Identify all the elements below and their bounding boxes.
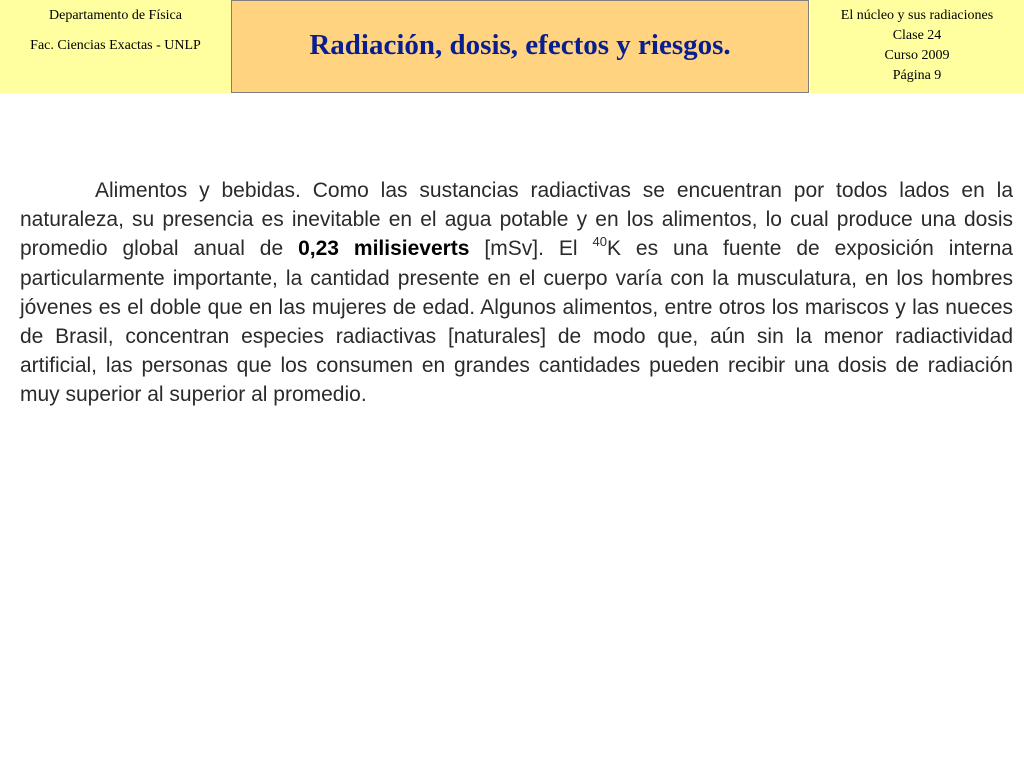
department-label: Departamento de Física bbox=[49, 8, 182, 23]
body-paragraph bbox=[20, 176, 1013, 410]
header-title-panel bbox=[231, 0, 809, 93]
dose-value-bold: 0,23 milisieverts bbox=[298, 237, 470, 261]
page-title: Radiación, dosis, efectos y riesgos. bbox=[309, 29, 731, 61]
isotope-mass-number: 40 bbox=[592, 234, 607, 250]
class-number-label: Clase 24 bbox=[892, 28, 942, 43]
paragraph-text-part3: K es una fuente de exposición interna particularmente importante, la cantidad presente en el cuerpo varía con la musculatura, en los hombres jóvenes es el doble que en las mujeres de edad. Algunos alimentos, entre otros los mariscos y las nueces de Brasil, concentran especies radiactivas [naturales] de modo que, aún sin la menor radiactividad artificial, las personas que los consumen en grandes cantidades pueden recibir una dosis de radiación muy superior al superior al promedio. bbox=[20, 237, 1013, 407]
course-topic-label: El núcleo y sus radiaciones bbox=[840, 8, 994, 23]
page-number-label: Página 9 bbox=[892, 68, 942, 83]
slide-header bbox=[0, 0, 1024, 95]
header-left-panel bbox=[0, 0, 231, 93]
paragraph-text-part2: [mSv]. El bbox=[469, 237, 593, 261]
course-year-label: Curso 2009 bbox=[884, 48, 950, 63]
faculty-label: Fac. Ciencias Exactas - UNLP bbox=[30, 38, 201, 53]
header-right-panel bbox=[810, 0, 1024, 93]
paragraph-text-part1: Alimentos y bebidas. Como las sustancias radiactivas se encuentran por todos lados en la naturaleza, su presencia es inevitable en el agua potable y en los alimentos, lo cual produce una dosis promedio global anual de bbox=[20, 179, 1013, 261]
